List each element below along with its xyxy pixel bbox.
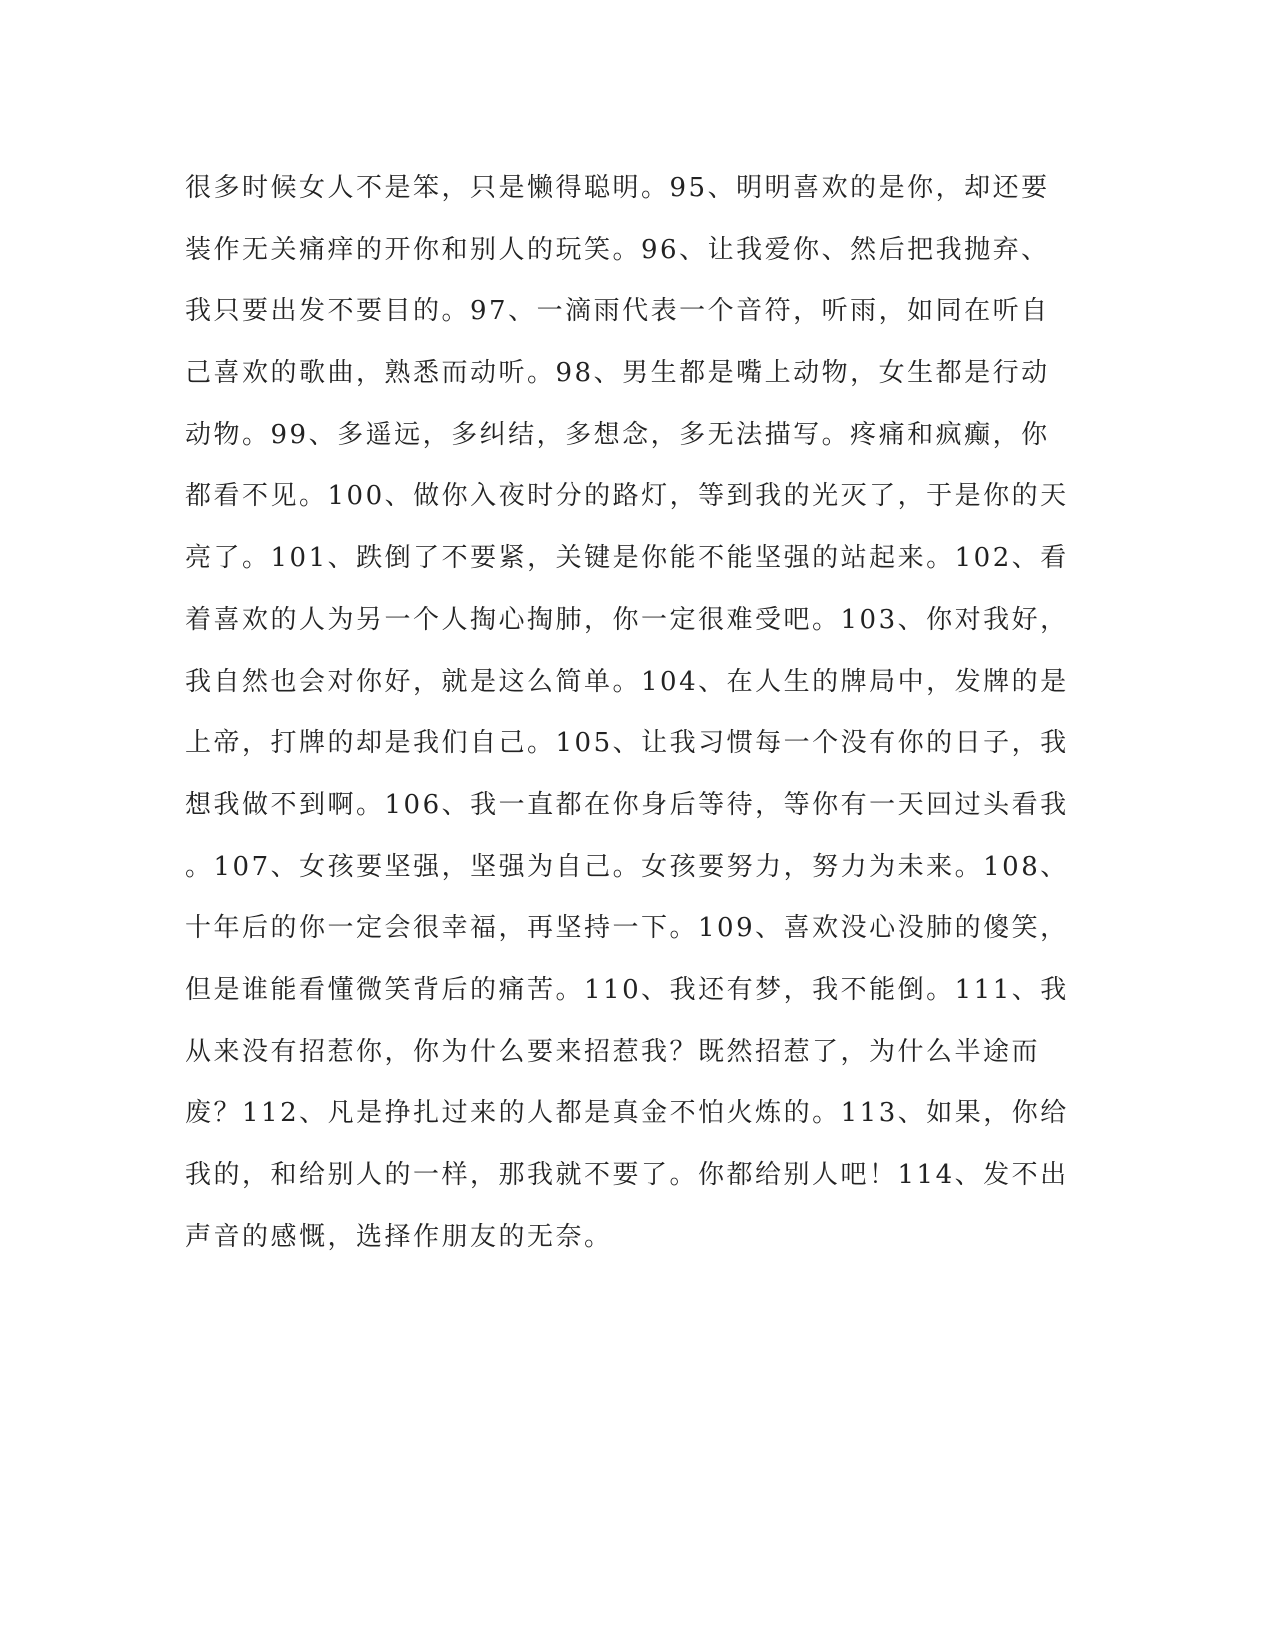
text-line: 都看不见。100、做你入夜时分的路灯，等到我的光灭了，于是你的天 — [185, 481, 1069, 512]
text-line: 很多时候女人不是笨，只是懒得聪明。95、明明喜欢的是你，却还要 — [185, 173, 1050, 203]
text-line: 我的，和给别人的一样，那我就不要了。你都给别人吧！114、发不出 — [185, 1160, 1069, 1190]
body-text — [185, 158, 1085, 1268]
text-line: 废？112、凡是挣扎过来的人都是真金不怕火炼的。113、如果，你给 — [185, 1098, 1069, 1129]
text-line: 我自然也会对你好，就是这么简单。104、在人生的牌局中，发牌的是 — [185, 666, 1069, 697]
text-line: 着喜欢的人为另一个人掏心掏肺，你一定很难受吧。103、你对我好， — [185, 604, 1069, 635]
text-line: 从来没有招惹你，你为什么要来招惹我？既然招惹了，为什么半途而 — [185, 1036, 1041, 1067]
text-line: 想我做不到啊。106、我一直都在你身后等待，等你有一天回过头看我 — [185, 789, 1069, 820]
text-line: 己喜欢的歌曲，熟悉而动听。98、男生都是嘴上动物，女生都是行动 — [185, 358, 1050, 389]
text-line: 亮了。101、跌倒了不要紧，关键是你能不能坚强的站起来。102、看 — [185, 543, 1069, 574]
text-line: 动物。99、多遥远，多纠结，多想念，多无法描写。疼痛和疯癫，你 — [185, 419, 1050, 450]
text-line: 装作无关痛痒的开你和别人的玩笑。96、让我爱你、然后把我抛弃、 — [185, 234, 1050, 265]
text-line: 我只要出发不要目的。97、一滴雨代表一个音符，听雨，如同在听自 — [185, 296, 1050, 327]
text-line: 上帝，打牌的却是我们自己。105、让我习惯每一个没有你的日子，我 — [185, 728, 1069, 759]
text-line: 十年后的你一定会很幸福，再坚持一下。109、喜欢没心没肺的傻笑， — [185, 913, 1069, 944]
text-line: 但是谁能看懂微笑背后的痛苦。110、我还有梦，我不能倒。111、我 — [185, 974, 1069, 1005]
text-line: 。107、女孩要坚强，坚强为自己。女孩要努力，努力为未来。108、 — [185, 851, 1069, 882]
text-line: 声音的感慨，选择作朋友的无奈。 — [185, 1221, 613, 1252]
